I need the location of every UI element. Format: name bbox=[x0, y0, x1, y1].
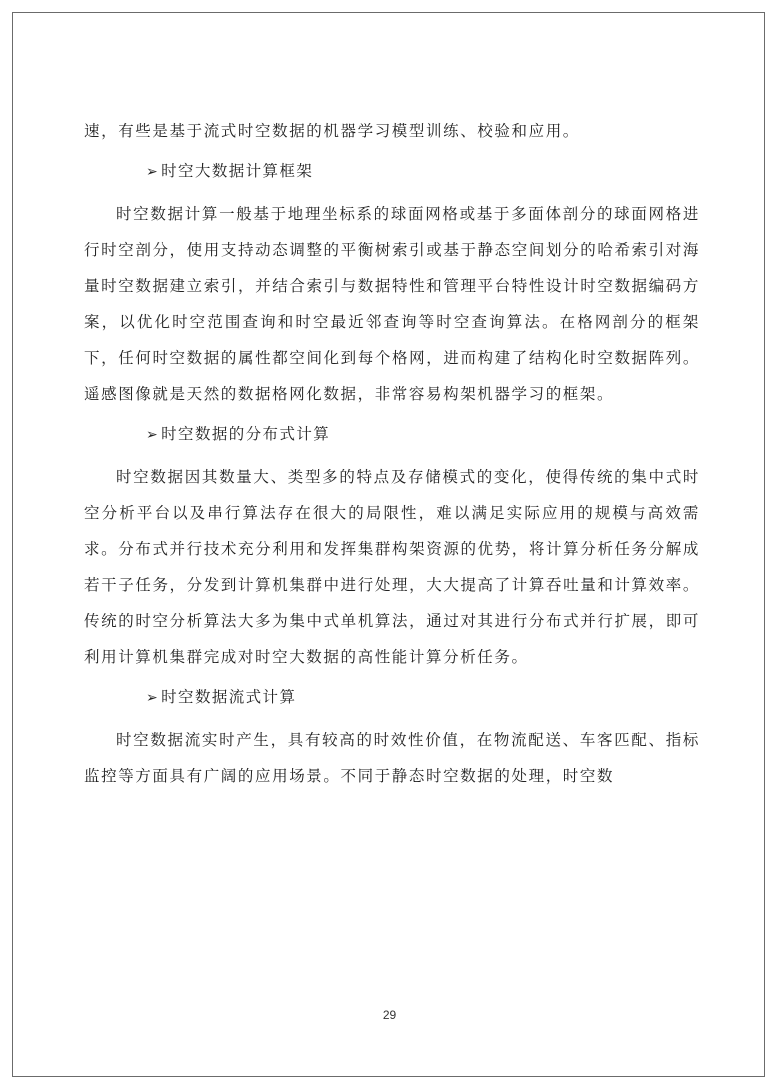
section-heading-text: 时空数据流式计算 bbox=[161, 688, 297, 706]
paragraph-stream-computing: 时空数据流实时产生，具有较高的时效性价值，在物流配送、车客匹配、指标监控等方面具有广阔的应用场景。不同于静态时空数据的处理，时空数 bbox=[84, 731, 700, 785]
paragraph-computing-framework: 时空数据计算一般基于地理坐标系的球面网格或基于多面体剖分的球面网格进行时空剖分，使用支持动态调整的平衡树索引或基于静态空间划分的哈希索引对海量时空数据建立索引，并结合索引与数据特性和管理平台特性设计时空数据编码方案，以优化时空范围查询和时空最近邻查询等时空查询算法。在格网剖分的框架下，任何时空数据的属性都空间化到每个格网，进而构建了结构化时空数据阵列。遥感图像就是天然的数据格网化数据，非常容易构架机器学习的框架。 bbox=[84, 205, 700, 403]
arrow-bullet-icon: ➢ bbox=[146, 164, 160, 180]
section-heading-text: 时空大数据计算框架 bbox=[161, 162, 314, 180]
page-body bbox=[84, 113, 700, 794]
section-heading-computing-framework bbox=[84, 153, 700, 190]
section-heading-stream-computing bbox=[84, 679, 700, 716]
arrow-bullet-icon: ➢ bbox=[146, 690, 160, 706]
arrow-bullet-icon: ➢ bbox=[146, 427, 160, 443]
section-heading-distributed-computing bbox=[84, 416, 700, 453]
page-number: 29 bbox=[382, 1008, 397, 1022]
section-heading-text: 时空数据的分布式计算 bbox=[161, 425, 331, 443]
paragraph-distributed-computing: 时空数据因其数量大、类型多的特点及存储模式的变化，使得传统的集中式时空分析平台以及串行算法存在很大的局限性，难以满足实际应用的规模与高效需求。分布式并行技术充分利用和发挥集群构架资源的优势，将计算分析任务分解成若干子任务，分发到计算机集群中进行处理，大大提高了计算吞吐量和计算效率。传统的时空分析算法大多为集中式单机算法，通过对其进行分布式并行扩展，即可利用计算机集群完成对时空大数据的高性能计算分析任务。 bbox=[84, 468, 700, 666]
paragraph-continuation: 速，有些是基于流式时空数据的机器学习模型训练、校验和应用。 bbox=[84, 122, 580, 140]
